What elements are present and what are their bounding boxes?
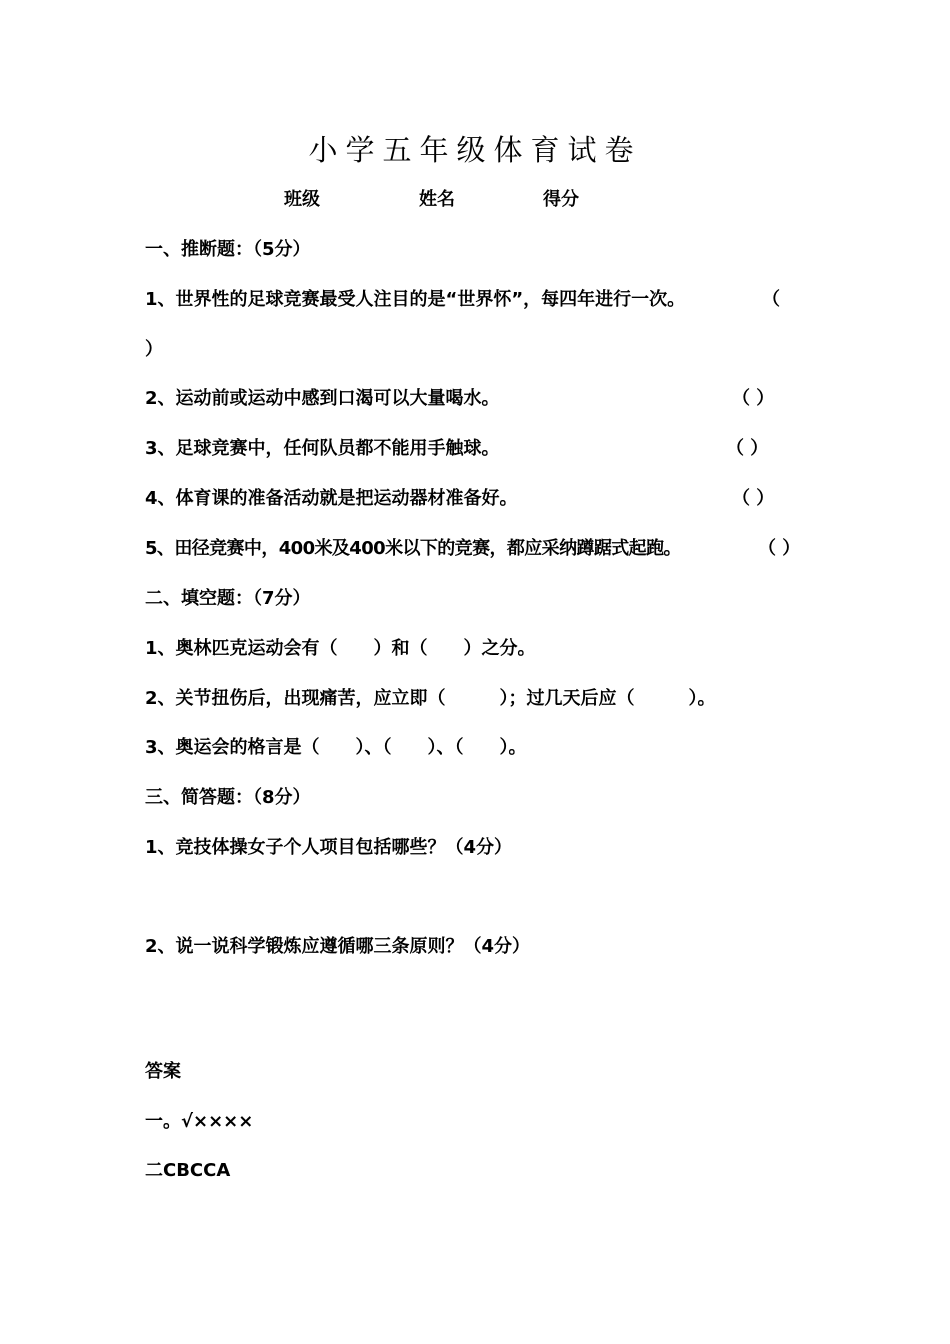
section1-heading: 一、推断题：（5分） — [145, 239, 311, 260]
section1-question-3: 3、足球竞赛中，任何队员都不能用手触球。 — [145, 438, 500, 459]
section2-question-1: 1、奥林匹克运动会有（ ）和（ ）之分。 — [145, 638, 536, 659]
answer-bracket-close: ） — [145, 339, 163, 360]
answer-bracket: （ ） — [732, 488, 775, 509]
class-label: 班级 — [284, 189, 320, 210]
section2-heading: 二、填空题：（7分） — [145, 588, 311, 609]
answers-line-2: 二CBCCA — [145, 1160, 231, 1181]
answer-bracket: （ ） — [758, 538, 801, 559]
answer-bracket: （ ） — [732, 388, 775, 409]
section1-question-5: 5、田径竞赛中，400米及400米以下的竞赛，都应采纳蹲踞式起跑。 — [145, 538, 681, 559]
score-label: 得分 — [543, 189, 579, 210]
section3-question-2: 2、说一说科学锻炼应遵循哪三条原则？（4分） — [145, 936, 531, 957]
answer-bracket: （ ） — [726, 438, 769, 459]
section3-heading: 三、简答题：（8分） — [145, 787, 311, 808]
section1-question-2: 2、运动前或运动中感到口渴可以大量喝水。 — [145, 388, 500, 409]
answers-line-1: 一。√×××× — [145, 1111, 254, 1132]
name-label: 姓名 — [419, 189, 455, 210]
answer-bracket-open: （ — [762, 289, 780, 310]
section1-question-4: 4、体育课的准备活动就是把运动器材准备好。 — [145, 488, 518, 509]
section2-question-2: 2、关节扭伤后，出现痛苦，应立即（ ）；过几天后应（ ）。 — [145, 688, 716, 709]
page-title: 小学五年级体育试卷 — [308, 133, 642, 167]
answers-heading: 答案 — [145, 1061, 181, 1082]
section2-question-3: 3、奥运会的格言是（ ）、（ ）、（ ）。 — [145, 737, 527, 758]
section3-question-1: 1、竞技体操女子个人项目包括哪些？（4分） — [145, 837, 513, 858]
section1-question-1: 1、世界性的足球竞赛最受人注目的是“世界怀”，每四年进行一次。 — [145, 289, 686, 310]
